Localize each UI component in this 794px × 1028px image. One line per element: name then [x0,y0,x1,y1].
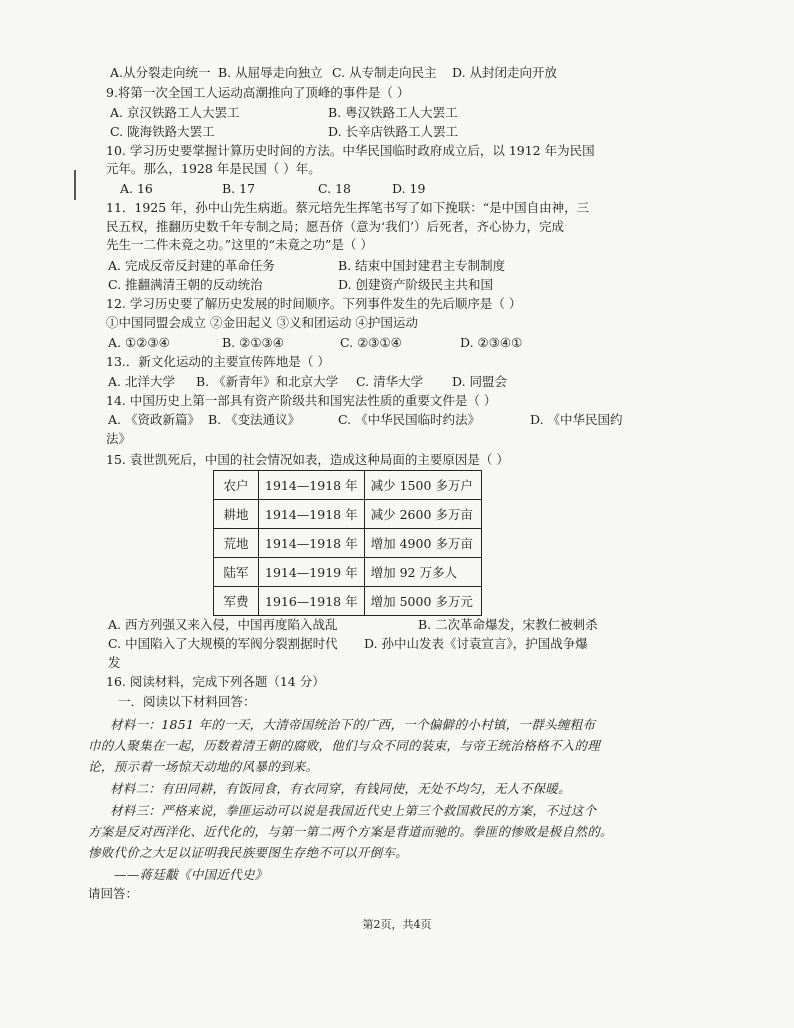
q8-option-d: D. 从封闭走向开放 [452,65,558,80]
page-footer: 第2页，共4页 [362,918,432,931]
q8-option-a: A.从分裂走向统一 [110,65,211,80]
material-3-line2: 方案是反对西洋化、近代化的，与第一第二两个方案是背道而驰的。拳匪的惨败是极自然的。 [88,824,613,839]
table-cell: 减少 1500 多万户 [364,471,481,500]
table-cell: 1914—1918 年 [259,500,365,529]
q8-option-c: C. 从专制走向民主 [332,65,437,80]
q16-prompt: 请回答： [88,886,139,901]
q10-option-d: D. 19 [392,181,426,196]
q15-data-table [213,470,482,616]
material-2: 材料二：有田同耕，有饭同食，有衣同穿，有钱同使，无处不均匀，无人不保暖。 [110,781,571,796]
q15-option-c: C. 中国陷入了大规模的军阀分裂割据时代 [108,636,338,651]
q9-stem: 9.将第一次全国工人运动高潮推向了顶峰的事件是（ ） [106,85,410,100]
q10-option-a: A. 16 [120,181,153,196]
q12-option-c: C. ②③①④ [340,335,402,350]
table-row [214,500,482,529]
bleed-through-text [540,28,544,41]
q9-option-b: B. 粤汉铁路工人大罢工 [328,105,458,120]
material-source: ——蒋廷黻《中国近代史》 [114,867,268,882]
table-cell: 1914—1918 年 [259,471,365,500]
table-cell: 农户 [214,471,259,500]
table-row [214,587,482,616]
table-cell: 1914—1919 年 [259,558,365,587]
q11-stem-line1: 11．1925 年，孙中山先生病逝。蔡元培先生挥笔书写了如下挽联：“是中国自由神，三 [106,200,590,215]
q15-option-d-cont: 发 [108,655,121,670]
q10-stem-line1: 10. 学习历史要掌握计算历史时间的方法。中华民国临时政府成立后，以 1912 年为民国 [106,143,595,158]
material-1-line3: 论，预示着一场惊天动地的风暴的到来。 [88,759,319,774]
q11-option-a: A. 完成反帝反封建的革命任务 [108,258,275,273]
material-3-line1: 材料三：严格来说，拳匪运动可以说是我国近代史上第三个救国救民的方案，不过这个 [110,803,597,818]
margin-mark [74,170,76,200]
q11-stem-line2: 民五权，推翻历史数千年专制之局；愿吾侪（意为‘我们’）后死者，齐心协力，完成 [106,219,564,234]
q9-option-d: D. 长辛店铁路工人罢工 [328,124,459,139]
q14-stem: 14. 中国历史上第一部具有资产阶级共和国宪法性质的重要文件是（ ） [106,393,497,408]
q10-option-b: B. 17 [222,181,256,196]
table-cell: 军费 [214,587,259,616]
q14-option-d-cont: 法》 [106,431,132,446]
q14-option-d: D. 《中华民国约 [530,412,623,427]
q9-option-a: A. 京汉铁路工人大罢工 [110,105,240,120]
q16-subheading: 一．阅读以下材料回答： [118,694,256,709]
q15-option-a: A. 西方列强又来入侵，中国再度陷入战乱 [108,617,338,632]
q12-stem: 12. 学习历史要了解历史发展的时间顺序。下列事件发生的先后顺序是（ ） [106,296,522,311]
q12-option-b: B. ②①③④ [222,335,284,350]
material-3-line3: 惨败代价之大足以证明我民族要图生存绝不可以开倒车。 [88,845,409,860]
material-1-line1: 材料一：1851 年的一天，大清帝国统治下的广西，一个偏僻的小村镇，一群头缠粗布 [110,717,596,732]
table-cell: 增加 5000 多万元 [364,587,481,616]
q13-option-d: D. 同盟会 [452,374,508,389]
q10-stem-line2: 元年。那么，1928 年是民国（ ）年。 [106,161,321,176]
q11-stem-line3: 先生一二件未竟之功。”这里的“未竟之功”是（ ） [106,237,373,252]
q12-option-a: A. ①②③④ [108,335,170,350]
table-cell: 增加 4900 多万亩 [364,529,481,558]
q15-option-b: B. 二次革命爆发，宋教仁被刺杀 [418,617,598,632]
table-row [214,471,482,500]
table-cell: 1914—1918 年 [259,529,365,558]
q14-option-c: C. 《中华民国临时约法》 [338,412,481,427]
table-cell: 增加 92 万多人 [364,558,481,587]
table-row [214,558,482,587]
q11-option-b: B. 结束中国封建君主专制制度 [338,258,506,273]
table-cell: 陆军 [214,558,259,587]
material-1-line2: 巾的人聚集在一起，历数着清王朝的腐败，他们与众不同的装束，与帝王统治格格不入的理 [88,738,601,753]
table-cell: 1916—1918 年 [259,587,365,616]
q13-stem: 13.．新文化运动的主要宣传阵地是（ ） [106,354,330,369]
q12-option-d: D. ②③④① [460,335,523,350]
q14-option-a: A. 《资政新篇》 [108,412,200,427]
table-row [214,529,482,558]
q15-stem: 15. 袁世凯死后，中国的社会情况如表，造成这种局面的主要原因是（ ） [106,452,509,467]
q16-stem: 16. 阅读材料，完成下列各题（14 分） [106,674,325,689]
table-cell: 耕地 [214,500,259,529]
q13-option-a: A. 北洋大学 [108,374,175,389]
q15-option-d: D. 孙中山发表《讨袁宣言》，护国战争爆 [364,636,588,651]
q10-option-c: C. 18 [318,181,351,196]
q8-option-b: B. 从屈辱走向独立 [218,65,323,80]
q13-option-c: C. 清华大学 [356,374,424,389]
q12-items: ①中国同盟会成立 ②金田起义 ③义和团运动 ④护国运动 [106,315,418,330]
q11-option-d: D. 创建资产阶级民主共和国 [338,277,494,292]
table-cell: 减少 2600 多万亩 [364,500,481,529]
q13-option-b: B. 《新青年》和北京大学 [196,374,339,389]
q9-option-c: C. 陇海铁路大罢工 [110,124,215,139]
q11-option-c: C. 推翻满清王朝的反动统治 [108,277,263,292]
table-cell: 荒地 [214,529,259,558]
q14-option-b: B. 《变法通议》 [208,412,301,427]
